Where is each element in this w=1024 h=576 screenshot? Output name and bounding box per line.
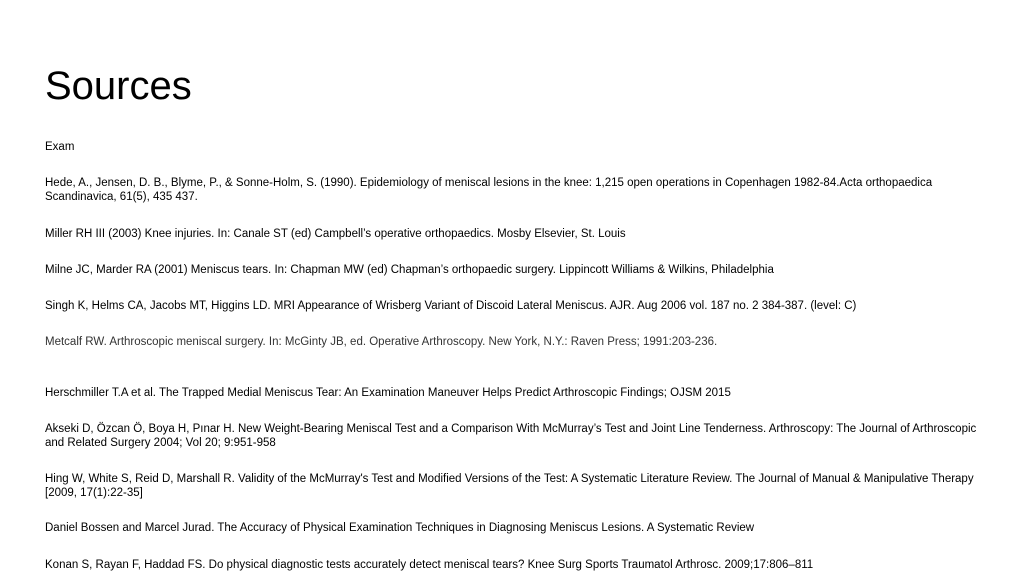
reference-item: Exam [45,141,75,153]
reference-item: Daniel Bossen and Marcel Jurad. The Accuracy of Physical Examination Techniques in Diagnosing Meniscus Lesions. A Systematic Review [45,522,755,534]
slide-title: Sources [45,64,192,108]
reference-item: Metcalf RW. Arthroscopic meniscal surgery. In: McGinty JB, ed. Operative Arthroscopy. New York, N.Y.: Raven Press; 1991:203-236. [45,336,718,348]
reference-item: Singh K, Helms CA, Jacobs MT, Higgins LD. MRI Appearance of Wrisberg Variant of Discoid Lateral Meniscus. AJR. Aug 2006 vol. 187 no. 2 384-387. (level: C) [45,300,857,312]
reference-item: Miller RH III (2003) Knee injuries. In: Canale ST (ed) Campbell’s operative orthopaedics. Mosby Elsevier, St. Louis [45,228,626,240]
reference-item: Hing W, White S, Reid D, Marshall R. Validity of the McMurray's Test and Modified Versions of the Test: A Systematic Literature Review. The Journal of Manual & Manipulative Therapy [2009, 17(1):22-35] [45,473,974,499]
reference-item: Herschmiller T.A et al. The Trapped Medial Meniscus Tear: An Examination Maneuver Helps Predict Arthroscopic Findings; OJSM 2015 [45,387,731,399]
reference-item: Hede, A., Jensen, D. B., Blyme, P., & Sonne-Holm, S. (1990). Epidemiology of meniscal lesions in the knee: 1,215 open operations in Copenhagen 1982-84.Acta orthopaedica Scandinavica, 61(5), 435 437. [45,177,933,203]
reference-item: Milne JC, Marder RA (2001) Meniscus tears. In: Chapman MW (ed) Chapman’s orthopaedic surgery. Lippincott Williams & Wilkins, Philadelphia [45,264,774,276]
reference-item: Konan S, Rayan F, Haddad FS. Do physical diagnostic tests accurately detect meniscal tears? Knee Surg Sports Traumatol Arthrosc. 2009;17:806–811 [45,559,814,571]
reference-item: Akseki D, Özcan Ö, Boya H, Pınar H. New Weight-Bearing Meniscal Test and a Comparison With McMurray’s Test and Joint Line Tenderness. Arthroscopy: The Journal of Arthroscopic and Related Surgery 2004; Vol 20; 9:951-958 [45,423,977,449]
